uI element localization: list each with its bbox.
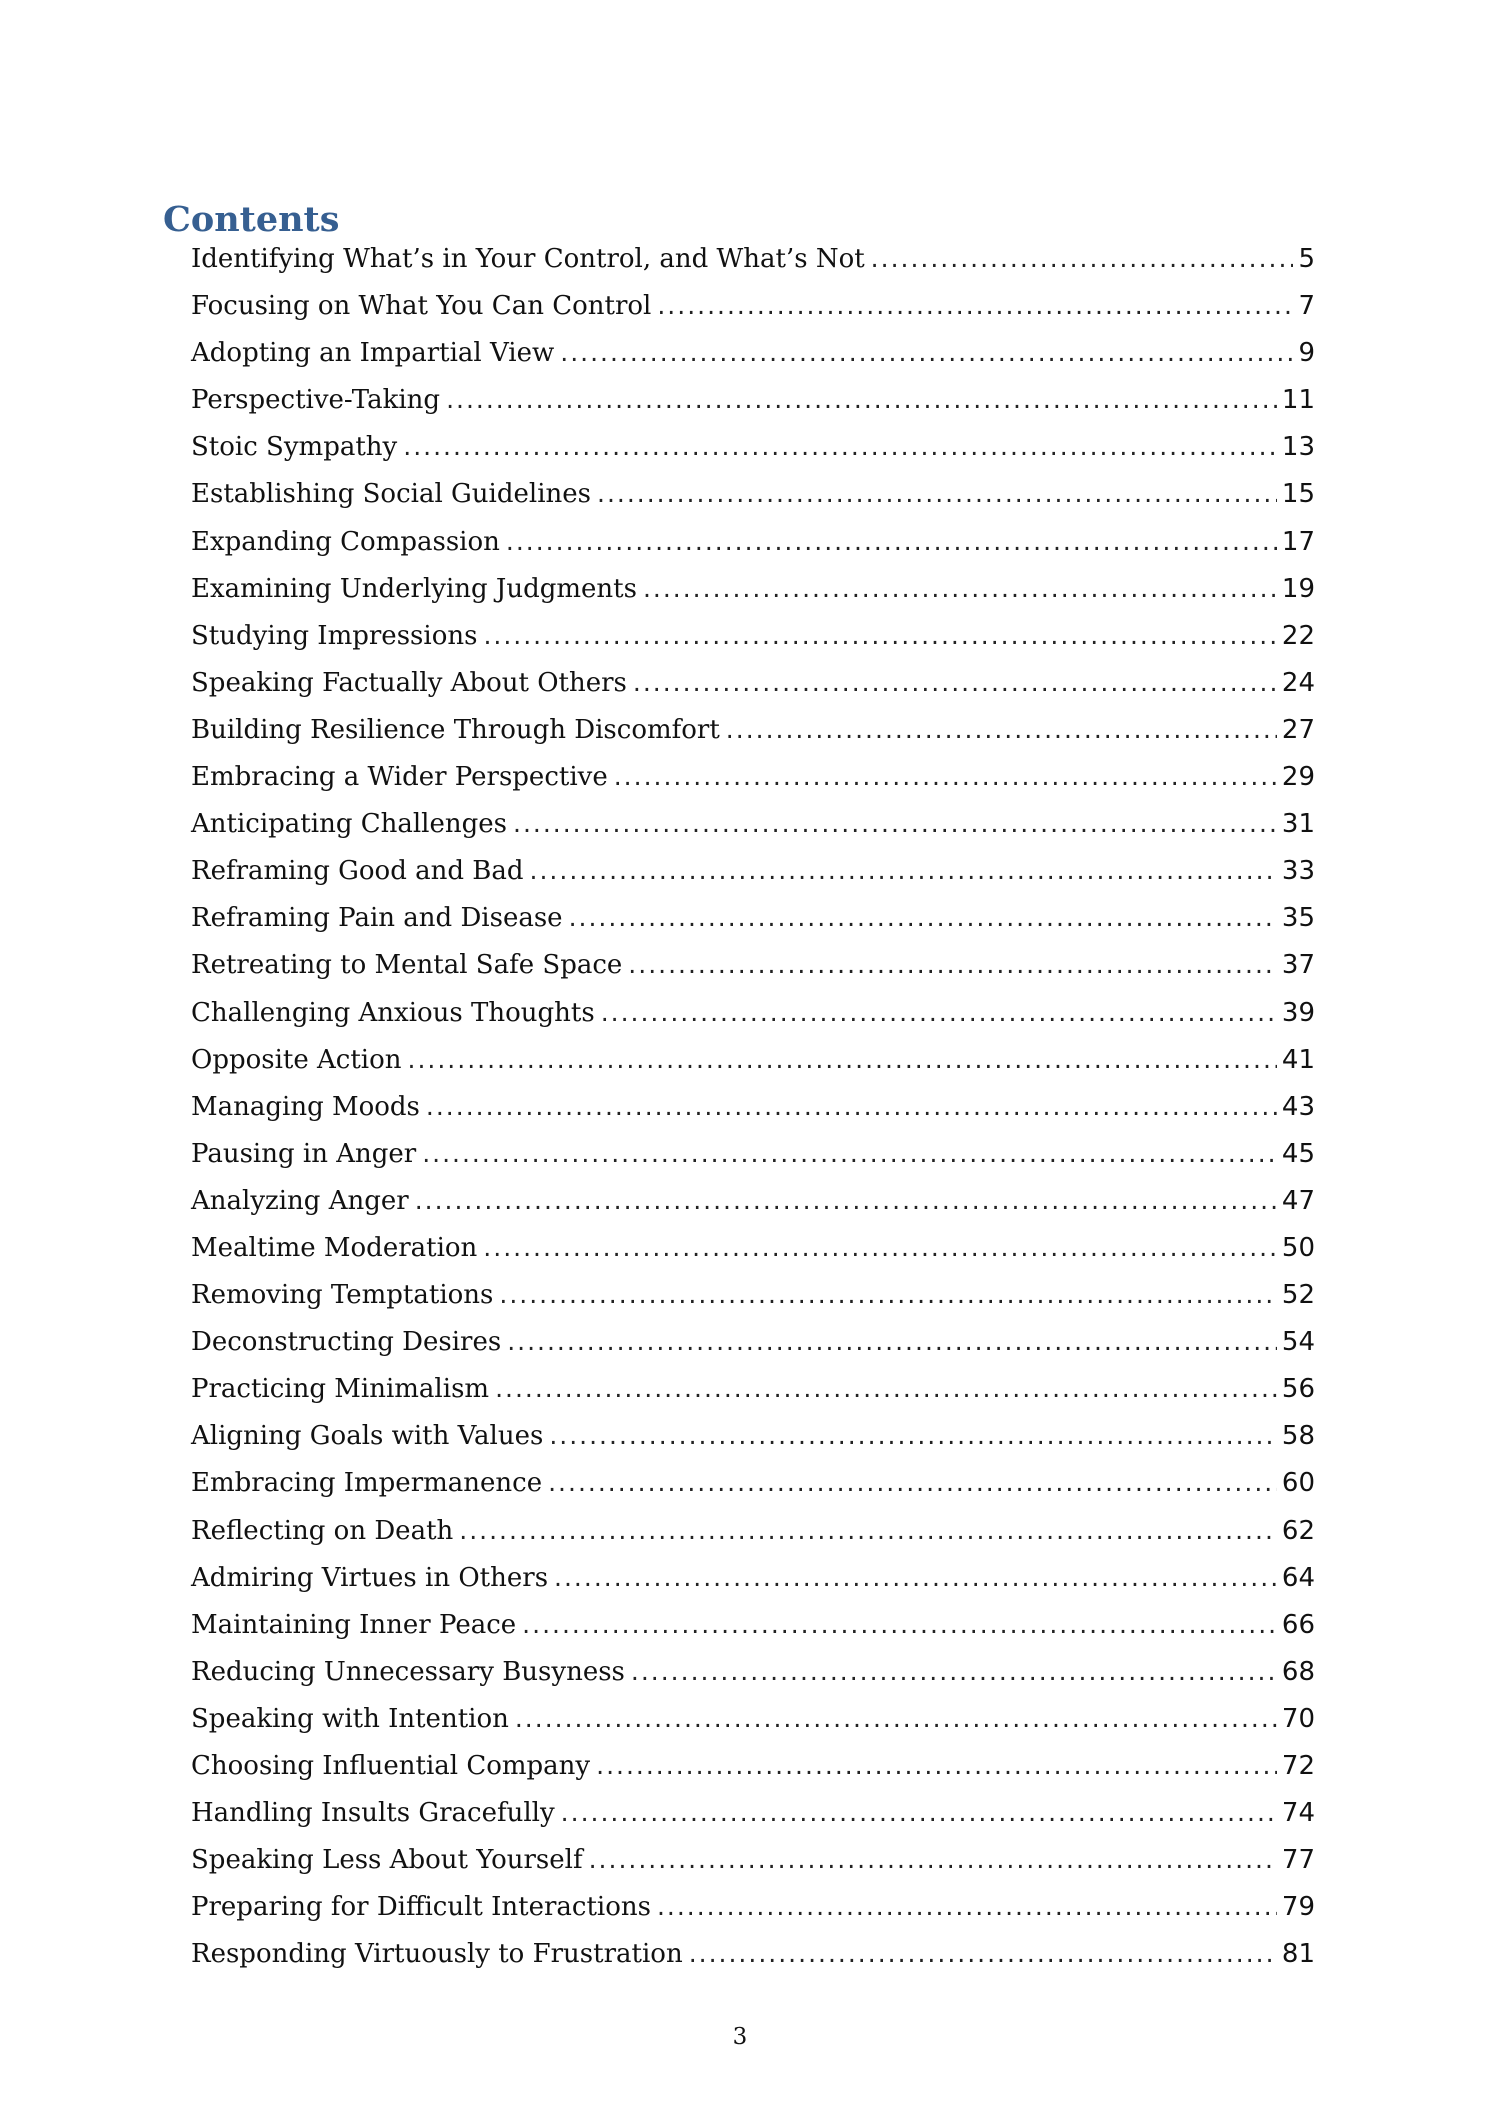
toc-entry-page-number[interactable]: 70	[1281, 1703, 1315, 1734]
toc-entry-title[interactable]: Challenging Anxious Thoughts	[191, 997, 595, 1028]
toc-entry-page-number[interactable]: 66	[1281, 1609, 1315, 1640]
toc-entry[interactable]	[191, 1421, 1315, 1468]
dot-leader	[515, 1704, 1277, 1733]
toc-entry[interactable]	[191, 1751, 1315, 1798]
dot-leader	[483, 621, 1276, 650]
toc-entry[interactable]	[191, 1186, 1315, 1233]
toc-entry-page-number[interactable]: 11	[1281, 385, 1315, 416]
toc-entry-page-number[interactable]: 27	[1281, 714, 1315, 745]
toc-entry[interactable]	[191, 1892, 1315, 1939]
toc-entry-title[interactable]: Preparing for Difficult Interactions	[191, 1892, 651, 1923]
toc-entry-page-number[interactable]: 17	[1281, 526, 1315, 557]
dot-leader	[633, 668, 1277, 697]
toc-entry-page-number[interactable]: 15	[1281, 479, 1315, 510]
toc-entry-page-number[interactable]: 35	[1281, 903, 1315, 934]
toc-entry[interactable]	[191, 715, 1315, 762]
toc-entry[interactable]	[191, 1280, 1315, 1327]
toc-entry[interactable]	[191, 1939, 1315, 1986]
toc-entry-title[interactable]: Opposite Action	[191, 1044, 402, 1075]
toc-entry-page-number[interactable]: 19	[1281, 573, 1315, 604]
toc-entry-page-number[interactable]: 41	[1281, 1044, 1315, 1075]
toc-entry-title[interactable]: Speaking Factually About Others	[191, 667, 627, 698]
toc-entry-page-number[interactable]: 24	[1281, 667, 1315, 698]
toc-entry[interactable]	[191, 950, 1315, 997]
toc-entry-title[interactable]: Pausing in Anger	[191, 1138, 417, 1169]
toc-entry[interactable]	[191, 1092, 1315, 1139]
toc-entry[interactable]	[191, 244, 1315, 291]
toc-entry-page-number[interactable]: 64	[1281, 1562, 1315, 1593]
dot-leader	[483, 1233, 1277, 1262]
toc-entry[interactable]	[191, 1563, 1315, 1610]
toc-entry-page-number[interactable]: 33	[1281, 856, 1315, 887]
toc-entry[interactable]	[191, 1327, 1315, 1374]
toc-entry[interactable]	[191, 479, 1315, 526]
toc-entry[interactable]	[191, 856, 1315, 903]
dot-leader	[657, 291, 1293, 320]
toc-entry-page-number[interactable]: 68	[1281, 1656, 1315, 1687]
toc-entry-title[interactable]: Aligning Goals with Values	[191, 1421, 544, 1452]
dot-leader	[549, 1421, 1277, 1450]
page-number: 3	[732, 2024, 748, 2050]
toc-entry-page-number[interactable]: 13	[1281, 432, 1315, 463]
toc-entry-title[interactable]: Handling Insults Gracefully	[191, 1798, 555, 1829]
dot-leader	[589, 1845, 1277, 1874]
toc-entry-title[interactable]: Reframing Pain and Disease	[191, 903, 563, 934]
toc-entry-title[interactable]: Adopting an Impartial View	[191, 338, 555, 369]
toc-entry-page-number[interactable]: 7	[1298, 291, 1315, 322]
toc-entry-page-number[interactable]: 29	[1281, 762, 1315, 793]
dot-leader	[726, 715, 1277, 744]
toc-list	[191, 244, 1315, 1986]
toc-entry-title[interactable]: Admiring Virtues in Others	[191, 1562, 549, 1593]
toc-entry-page-number[interactable]: 45	[1281, 1138, 1315, 1169]
toc-entry-title[interactable]: Reflecting on Death	[191, 1515, 454, 1546]
toc-entry-page-number[interactable]: 62	[1281, 1515, 1315, 1546]
dot-leader	[459, 1516, 1277, 1545]
toc-entry-page-number[interactable]: 37	[1281, 950, 1315, 981]
toc-entry-title[interactable]: Embracing a Wider Perspective	[191, 762, 608, 793]
dot-leader	[530, 856, 1277, 885]
dot-leader	[657, 1892, 1277, 1921]
toc-entry[interactable]	[191, 432, 1315, 479]
dot-leader	[628, 950, 1277, 979]
toc-entry[interactable]	[191, 338, 1315, 385]
toc-entry-page-number[interactable]: 72	[1281, 1751, 1315, 1781]
toc-entry-title[interactable]: Studying Impressions	[191, 620, 478, 651]
toc-entry[interactable]	[191, 762, 1315, 809]
toc-entry-page-number[interactable]: 56	[1281, 1374, 1315, 1405]
toc-entry-title[interactable]: Building Resilience Through Discomfort	[191, 714, 720, 745]
toc-entry-title[interactable]: Practicing Minimalism	[191, 1374, 490, 1405]
toc-entry-title[interactable]: Reducing Unnecessary Busyness	[191, 1656, 625, 1687]
dot-leader	[689, 1939, 1277, 1968]
dot-leader	[415, 1186, 1277, 1215]
dot-leader	[507, 1327, 1277, 1356]
dot-leader	[426, 1092, 1277, 1121]
toc-entry[interactable]	[191, 527, 1315, 574]
dot-leader	[446, 385, 1277, 414]
toc-entry-title[interactable]: Managing Moods	[191, 1091, 420, 1122]
toc-entry-title[interactable]: Embracing Impermanence	[191, 1468, 543, 1499]
toc-entry[interactable]	[191, 1516, 1315, 1563]
dot-leader	[408, 1045, 1277, 1074]
toc-entry-title[interactable]: Deconstructing Desires	[191, 1327, 502, 1358]
toc-entry[interactable]	[191, 1610, 1315, 1657]
dot-leader	[513, 809, 1277, 838]
dot-leader	[597, 479, 1277, 508]
dot-leader	[561, 1798, 1277, 1827]
toc-entry-title[interactable]: Responding Virtuously to Frustration	[191, 1939, 683, 1970]
toc-entry-page-number[interactable]: 39	[1281, 997, 1315, 1028]
toc-entry-page-number[interactable]: 54	[1281, 1327, 1315, 1358]
dot-leader	[422, 1139, 1277, 1168]
toc-entry-title[interactable]: Maintaining Inner Peace	[191, 1609, 517, 1640]
toc-entry-page-number[interactable]: 81	[1281, 1939, 1315, 1970]
toc-entry-page-number[interactable]: 9	[1298, 338, 1315, 369]
toc-entry[interactable]	[191, 1139, 1315, 1186]
dot-leader	[522, 1610, 1277, 1639]
toc-entry-page-number[interactable]: 79	[1281, 1892, 1315, 1923]
toc-entry-title[interactable]: Reframing Good and Bad	[191, 856, 524, 887]
toc-entry[interactable]	[191, 291, 1315, 338]
dot-leader	[601, 998, 1277, 1027]
toc-entry[interactable]	[191, 998, 1315, 1045]
toc-entry-page-number[interactable]: 50	[1281, 1232, 1315, 1263]
dot-leader	[631, 1657, 1277, 1686]
dot-leader	[560, 338, 1293, 367]
dot-leader	[643, 574, 1277, 603]
toc-entry-title[interactable]: Mealtime Moderation	[191, 1232, 478, 1263]
toc-entry-title[interactable]: Retreating to Mental Safe Space	[191, 950, 623, 981]
dot-leader	[506, 527, 1277, 556]
dot-leader	[554, 1563, 1277, 1592]
toc-entry-page-number[interactable]: 22	[1281, 620, 1315, 651]
toc-entry[interactable]	[191, 574, 1315, 621]
toc-entry[interactable]	[191, 1845, 1315, 1892]
dot-leader	[614, 762, 1277, 791]
toc-entry-title[interactable]: Stoic Sympathy	[191, 432, 398, 463]
toc-entry[interactable]	[191, 1657, 1315, 1704]
toc-entry[interactable]	[191, 1233, 1315, 1280]
dot-leader	[871, 244, 1294, 273]
toc-entry-page-number[interactable]: 60	[1281, 1468, 1315, 1499]
contents-heading: Contents	[163, 199, 340, 240]
toc-entry[interactable]	[191, 1468, 1315, 1515]
dot-leader	[548, 1468, 1277, 1497]
dot-leader	[569, 903, 1277, 932]
toc-entry[interactable]	[191, 385, 1315, 432]
toc-entry-title[interactable]: Examining Underlying Judgments	[191, 573, 637, 604]
dot-leader	[495, 1374, 1277, 1403]
toc-entry-title[interactable]: Establishing Social Guidelines	[191, 479, 591, 510]
toc-entry-page-number[interactable]: 31	[1281, 809, 1315, 840]
toc-entry-page-number[interactable]: 77	[1281, 1845, 1315, 1876]
toc-entry[interactable]	[191, 1374, 1315, 1421]
toc-entry-page-number[interactable]: 43	[1281, 1091, 1315, 1122]
toc-entry-title[interactable]: Expanding Compassion	[191, 526, 500, 557]
toc-entry-title[interactable]: Perspective-Taking	[191, 385, 441, 416]
toc-entry-page-number[interactable]: 5	[1298, 244, 1315, 274]
dot-leader	[596, 1751, 1277, 1780]
toc-entry-title[interactable]: Choosing Influential Company	[191, 1751, 591, 1781]
toc-entry[interactable]	[191, 1045, 1315, 1092]
dot-leader	[499, 1280, 1277, 1309]
toc-entry-title[interactable]: Speaking with Intention	[191, 1703, 509, 1734]
toc-entry[interactable]	[191, 1704, 1315, 1751]
toc-entry-title[interactable]: Analyzing Anger	[191, 1185, 409, 1216]
toc-entry[interactable]	[191, 1798, 1315, 1845]
toc-entry-title[interactable]: Removing Temptations	[191, 1280, 494, 1311]
toc-entry-page-number[interactable]: 58	[1281, 1421, 1315, 1452]
toc-entry-page-number[interactable]: 52	[1281, 1280, 1315, 1311]
toc-entry-page-number[interactable]: 47	[1281, 1185, 1315, 1216]
toc-entry[interactable]	[191, 809, 1315, 856]
toc-entry-page-number[interactable]: 74	[1281, 1798, 1315, 1829]
toc-entry[interactable]	[191, 668, 1315, 715]
toc-entry-title[interactable]: Anticipating Challenges	[191, 809, 507, 840]
toc-entry-title[interactable]: Speaking Less About Yourself	[191, 1845, 583, 1876]
toc-entry[interactable]	[191, 903, 1315, 950]
toc-entry[interactable]	[191, 621, 1315, 668]
toc-entry-title[interactable]: Focusing on What You Can Control	[191, 291, 652, 322]
toc-entry-title[interactable]: Identifying What’s in Your Control, and What’s Not	[191, 244, 865, 274]
dot-leader	[403, 432, 1277, 461]
